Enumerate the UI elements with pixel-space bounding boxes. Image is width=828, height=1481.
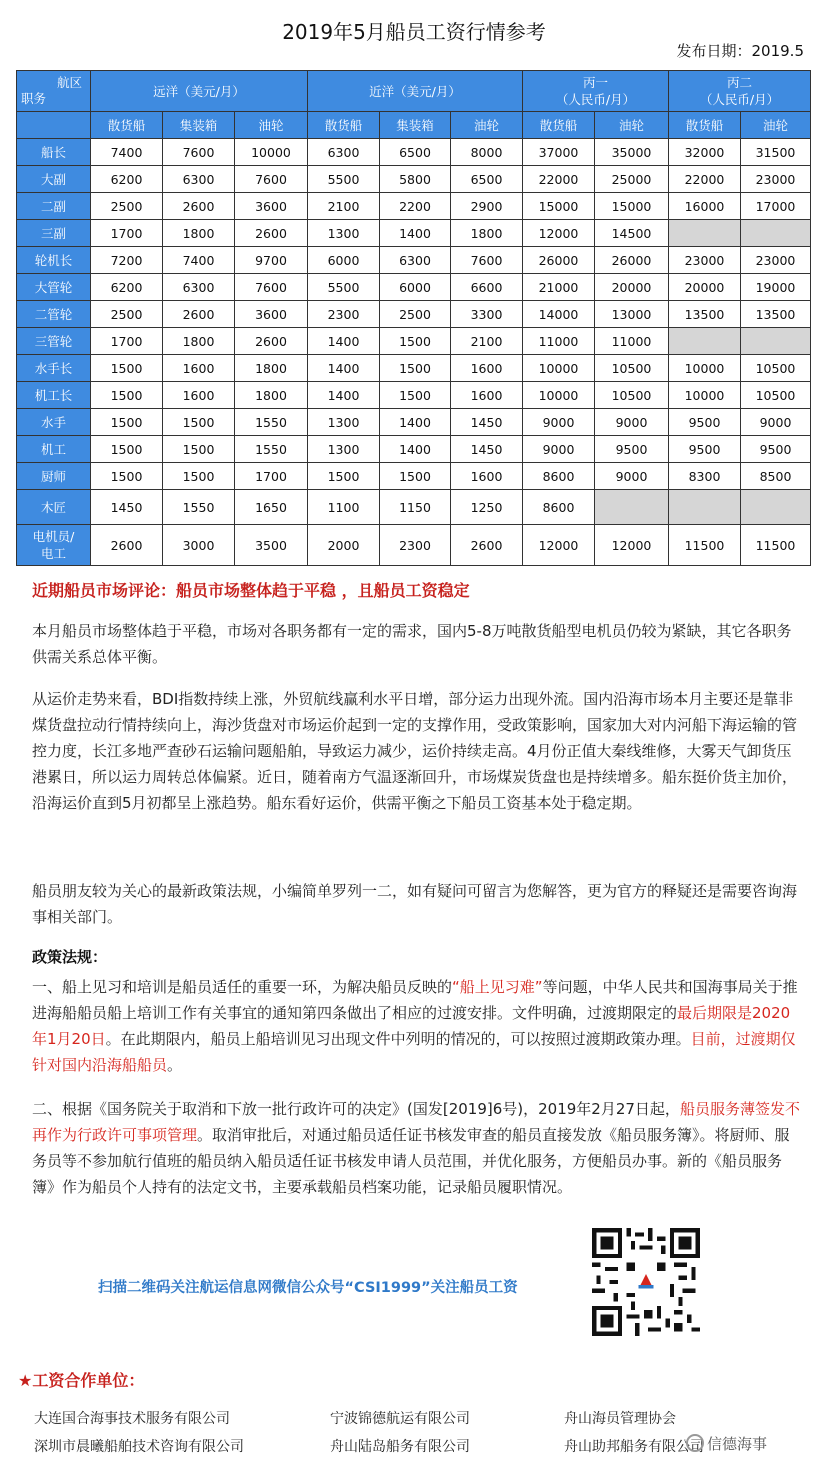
wage-cell: 23000 (669, 247, 741, 274)
table-row (17, 139, 811, 166)
wage-cell: 1500 (163, 409, 235, 436)
wage-cell: 3500 (235, 525, 308, 566)
wage-cell: 1400 (380, 436, 451, 463)
wage-cell: 1400 (308, 328, 380, 355)
wage-cell: 12000 (523, 525, 595, 566)
wage-cell: 1500 (380, 355, 451, 382)
policy1-text-a: 一、船上见习和培训是船员适任的重要一环，为解决船员反映的 (32, 978, 453, 996)
wage-cell: 1550 (235, 409, 308, 436)
policy1-highlight-c: 目前，过渡期仅针对国内沿海船船员 (32, 1030, 796, 1074)
policy1-highlight-a: “船上见习难” (452, 978, 543, 996)
corner-rank-label: 职务 (21, 91, 47, 106)
wage-cell: 11500 (741, 525, 811, 566)
wage-cell: 7400 (91, 139, 163, 166)
wage-cell: 6200 (91, 274, 163, 301)
wage-cell (669, 328, 741, 355)
wage-cell: 1300 (308, 220, 380, 247)
wage-cell: 11000 (595, 328, 669, 355)
wage-cell: 6300 (163, 274, 235, 301)
wage-cell: 10000 (235, 139, 308, 166)
table-row (17, 463, 811, 490)
wage-cell: 10500 (741, 355, 811, 382)
subheader-vessel-type: 集装箱 (163, 112, 235, 139)
paragraph-market-overview: 本月船员市场整体趋于平稳，市场对各职务都有一定的需求，国内5-8万吨散货船型电机员仍较为紧缺，其它各职务供需关系总体平衡。 (32, 622, 792, 666)
wage-cell: 1600 (163, 382, 235, 409)
qr-caption: 扫描二维码关注航运信息网微信公众号“CSI1999”关注船员工资 (98, 1280, 518, 1296)
wage-cell: 6200 (91, 166, 163, 193)
wage-cell: 12000 (523, 220, 595, 247)
wage-cell: 9700 (235, 247, 308, 274)
subheader-vessel-type: 集装箱 (380, 112, 451, 139)
partner-item: 深圳市晨曦船舶技术咨询有限公司 (34, 1439, 244, 1455)
wage-cell: 1800 (163, 328, 235, 355)
wage-cell: 2600 (235, 328, 308, 355)
wage-cell: 5500 (308, 274, 380, 301)
subheader-vessel-type: 油轮 (451, 112, 523, 139)
wage-table (16, 70, 811, 566)
wage-cell: 2900 (451, 193, 523, 220)
subheader-vessel-type: 散货船 (91, 112, 163, 139)
rank-label: 大副 (17, 166, 91, 193)
wage-cell: 1500 (91, 355, 163, 382)
wage-cell: 1700 (235, 463, 308, 490)
wage-cell: 9500 (741, 436, 811, 463)
rank-label: 机工长 (17, 382, 91, 409)
table-row (17, 166, 811, 193)
wage-cell: 9500 (595, 436, 669, 463)
policy2-text-b: 。取消审批后，对通过船员适任证书核发审查的船员直接发放《船员服务簿》。将厨师、服务员等不参加航行值班的船员纳入船员适任证书核发申请人员范围，并优化服务，方便船员办事。新的《船员服务簿》作为船员个人持有的法定文书，主要承载船员档案功能，记录船员履职情况。 (32, 1126, 790, 1196)
wage-cell: 7200 (91, 247, 163, 274)
wage-cell: 1500 (308, 463, 380, 490)
wage-cell: 15000 (595, 193, 669, 220)
wage-cell: 9500 (669, 409, 741, 436)
wage-cell: 8300 (669, 463, 741, 490)
wage-cell: 1700 (91, 220, 163, 247)
wage-cell: 11500 (669, 525, 741, 566)
rank-label: 厨师 (17, 463, 91, 490)
wage-cell: 6300 (380, 247, 451, 274)
wage-cell: 1500 (163, 463, 235, 490)
table-row (17, 355, 811, 382)
wage-cell: 2500 (91, 301, 163, 328)
partners-heading: ★工资合作单位： (18, 1371, 145, 1390)
wage-cell: 1150 (380, 490, 451, 525)
wage-cell: 1550 (235, 436, 308, 463)
wage-cell: 14000 (523, 301, 595, 328)
wage-cell: 26000 (523, 247, 595, 274)
wage-cell: 1400 (380, 409, 451, 436)
wage-cell: 3000 (163, 525, 235, 566)
rank-label: 水手 (17, 409, 91, 436)
wage-cell: 9000 (595, 463, 669, 490)
wage-cell: 1800 (451, 220, 523, 247)
qr-code-icon[interactable] (592, 1228, 700, 1336)
corner-region-label: 航区 (56, 75, 82, 90)
wage-cell: 5500 (308, 166, 380, 193)
wage-cell: 2200 (380, 193, 451, 220)
wage-cell: 22000 (669, 166, 741, 193)
wage-cell: 1400 (308, 355, 380, 382)
rank-label: 三管轮 (17, 328, 91, 355)
table-corner-header (17, 71, 91, 112)
wage-cell: 9000 (523, 436, 595, 463)
rank-label: 水手长 (17, 355, 91, 382)
table-row (17, 274, 811, 301)
subheader-vessel-type: 油轮 (235, 112, 308, 139)
brand-logo-icon (686, 1434, 704, 1452)
wage-cell: 1400 (308, 382, 380, 409)
wage-cell: 14500 (595, 220, 669, 247)
wage-cell (741, 490, 811, 525)
wage-cell: 1400 (380, 220, 451, 247)
wage-cell: 1500 (91, 436, 163, 463)
partner-item: 舟山海员管理协会 (564, 1411, 676, 1427)
wage-cell: 19000 (741, 274, 811, 301)
wage-cell: 1600 (163, 355, 235, 382)
wage-cell: 10000 (669, 355, 741, 382)
wage-cell: 9500 (669, 436, 741, 463)
wage-cell: 20000 (595, 274, 669, 301)
partner-item: 大连国合海事技术服务有限公司 (34, 1411, 230, 1427)
wage-cell: 2600 (91, 525, 163, 566)
rank-label: 船长 (17, 139, 91, 166)
table-row (17, 525, 811, 566)
table-row (17, 220, 811, 247)
wage-cell: 37000 (523, 139, 595, 166)
wage-cell: 1800 (235, 355, 308, 382)
region-header-class-c2-unit: （人民币/月） (699, 92, 780, 107)
wage-cell: 10000 (523, 355, 595, 382)
region-header-near-sea: 近洋（美元/月） (308, 71, 523, 112)
publish-date: 发布日期：2019.5 (676, 42, 804, 60)
wage-cell: 9000 (595, 409, 669, 436)
wage-cell: 1500 (91, 382, 163, 409)
wage-cell: 17000 (741, 193, 811, 220)
wage-cell: 2500 (91, 193, 163, 220)
partner-item: 宁波锦德航运有限公司 (330, 1411, 470, 1427)
wage-cell: 2100 (451, 328, 523, 355)
paragraph-policy-intro: 船员朋友较为关心的最新政策法规，小编简单罗列一二，如有疑问可留言为您解答，更为官方的释疑还是需要咨询海事相关部门。 (32, 882, 798, 926)
wage-cell: 10500 (595, 382, 669, 409)
wage-cell: 8600 (523, 463, 595, 490)
wage-cell: 6300 (163, 166, 235, 193)
wage-cell: 10000 (669, 382, 741, 409)
wage-cell: 2000 (308, 525, 380, 566)
wage-cell: 10500 (595, 355, 669, 382)
policy2-highlight-a: 船员服务薄签发不再作为行政许可事项管理 (32, 1100, 800, 1144)
market-comment-title: 近期船员市场评论：船员市场整体趋于平稳 ，且船员工资稳定 (32, 581, 470, 600)
wage-cell: 3300 (451, 301, 523, 328)
partner-item: 舟山助邦船务有限公司 (564, 1439, 704, 1455)
wage-cell: 23000 (741, 247, 811, 274)
wage-cell: 21000 (523, 274, 595, 301)
policy1-highlight-b: 最后期限是2020年1月20日 (32, 1004, 791, 1048)
wage-cell: 1300 (308, 436, 380, 463)
wage-cell: 3600 (235, 193, 308, 220)
region-header-ocean: 远洋（美元/月） (91, 71, 308, 112)
policy1-text-c: 。在此期限内，船员上船培训见习出现文件中列明的情况的，可以按照过渡期政策办理。 (105, 1030, 691, 1048)
wage-cell: 1250 (451, 490, 523, 525)
wage-cell: 6500 (380, 139, 451, 166)
wage-cell (741, 328, 811, 355)
wage-cell: 7600 (235, 274, 308, 301)
wage-cell: 6000 (308, 247, 380, 274)
rank-label: 二副 (17, 193, 91, 220)
region-header-class-c1-unit: （人民币/月） (555, 92, 636, 107)
wage-cell: 1700 (91, 328, 163, 355)
rank-label: 木匠 (17, 490, 91, 525)
brand-logo-text: 信德海事 (707, 1435, 768, 1453)
rank-label-line2: 电工 (40, 546, 66, 561)
wage-cell: 7600 (235, 166, 308, 193)
rank-label-line1: 电机员/ (32, 529, 75, 544)
wage-cell (741, 220, 811, 247)
wage-cell: 13500 (669, 301, 741, 328)
wage-cell: 1500 (380, 328, 451, 355)
table-row (17, 247, 811, 274)
wage-cell: 12000 (595, 525, 669, 566)
wage-cell: 10500 (741, 382, 811, 409)
wage-cell: 6600 (451, 274, 523, 301)
wage-cell: 1600 (451, 382, 523, 409)
wage-cell: 35000 (595, 139, 669, 166)
wage-cell: 1600 (451, 463, 523, 490)
policy-heading: 政策法规： (32, 948, 108, 966)
table-row (17, 409, 811, 436)
rank-label: 大管轮 (17, 274, 91, 301)
subheader-vessel-type: 散货船 (669, 112, 741, 139)
wage-cell: 5800 (380, 166, 451, 193)
wage-cell: 23000 (741, 166, 811, 193)
wage-cell: 31500 (741, 139, 811, 166)
wage-cell: 1450 (91, 490, 163, 525)
table-row (17, 382, 811, 409)
wage-cell: 1800 (235, 382, 308, 409)
wage-cell: 7600 (163, 139, 235, 166)
wage-cell: 7600 (451, 247, 523, 274)
wage-cell: 2300 (380, 525, 451, 566)
wage-cell: 7400 (163, 247, 235, 274)
policy-item-1 (32, 974, 800, 1078)
subheader-vessel-type: 油轮 (741, 112, 811, 139)
wage-cell: 3600 (235, 301, 308, 328)
wage-cell: 11000 (523, 328, 595, 355)
subheader-vessel-type: 油轮 (595, 112, 669, 139)
wage-cell: 2300 (308, 301, 380, 328)
region-header-class-c2 (669, 71, 811, 112)
wage-cell: 1550 (163, 490, 235, 525)
rank-label (17, 525, 91, 566)
wage-cell: 2600 (235, 220, 308, 247)
table-row (17, 436, 811, 463)
paragraph-freight-trend: 从运价走势来看，BDI指数持续上涨，外贸航线赢利水平日增，部分运力出现外流。国内沿海市场本月主要还是靠非煤货盘拉动行情持续向上，海沙货盘对市场运价起到一定的支撑作用，受政策影响，国家加大对内河船下海运输的管控力度，长江多地严查砂石运输问题船舶，导致运力减少，运价持续走高。4月份正值大秦线维修，大雾天气卸货压港累日，所以运力周转总体偏紧。近日，随着南方气温逐渐回升，市场煤炭货盘也是持续增多。船东挺价货主加价，沿海运价直到5月初都呈上涨趋势。船东看好运价，供需平衡之下船员工资基本处于稳定期。 (32, 690, 798, 812)
wage-cell: 1500 (380, 382, 451, 409)
policy1-text-d: 。 (167, 1056, 183, 1074)
wage-cell: 6000 (380, 274, 451, 301)
partner-item: 舟山陆岛船务有限公司 (330, 1439, 470, 1455)
wage-cell: 8500 (741, 463, 811, 490)
rank-label: 三副 (17, 220, 91, 247)
wage-cell: 1800 (163, 220, 235, 247)
rank-label: 二管轮 (17, 301, 91, 328)
rank-label: 轮机长 (17, 247, 91, 274)
wage-cell: 2500 (380, 301, 451, 328)
wage-cell: 1500 (91, 409, 163, 436)
wage-cell (669, 220, 741, 247)
wage-cell: 1500 (163, 436, 235, 463)
table-row (17, 193, 811, 220)
wage-cell: 32000 (669, 139, 741, 166)
subheader-vessel-type: 散货船 (523, 112, 595, 139)
brand-logo (686, 1433, 767, 1454)
wage-cell: 1450 (451, 409, 523, 436)
region-header-class-c1 (523, 71, 669, 112)
wage-cell: 10000 (523, 382, 595, 409)
wage-cell: 9000 (523, 409, 595, 436)
wage-cell: 1450 (451, 436, 523, 463)
table-row (17, 301, 811, 328)
wage-cell: 1300 (308, 409, 380, 436)
wage-cell: 25000 (595, 166, 669, 193)
region-header-class-c1-name: 丙一 (582, 75, 608, 90)
policy1-text-b: 等问题，中华人民共和国海事局关于推进海船船员船上培训工作有关事宜的通知第四条做出了相应的过渡安排。文件明确，过渡期限定的 (32, 978, 798, 1022)
page-title: 2019年5月船员工资行情参考 (282, 20, 546, 44)
subheader-blank (17, 112, 91, 139)
wage-cell: 6300 (308, 139, 380, 166)
wage-cell: 8600 (523, 490, 595, 525)
wage-cell: 16000 (669, 193, 741, 220)
wage-cell: 13500 (741, 301, 811, 328)
wage-cell: 2600 (163, 301, 235, 328)
subheader-vessel-type: 散货船 (308, 112, 380, 139)
rank-label: 机工 (17, 436, 91, 463)
wage-cell: 8000 (451, 139, 523, 166)
wage-cell: 1100 (308, 490, 380, 525)
table-row (17, 328, 811, 355)
wage-cell: 2100 (308, 193, 380, 220)
region-header-class-c2-name: 丙二 (726, 75, 752, 90)
wage-cell (669, 490, 741, 525)
wage-cell: 26000 (595, 247, 669, 274)
wage-cell: 1500 (380, 463, 451, 490)
wage-cell: 1600 (451, 355, 523, 382)
policy2-text-a: 二、根据《国务院关于取消和下放一批行政许可的决定》(国发[2019]6号)，2019年2月27日起， (32, 1100, 680, 1118)
table-row (17, 490, 811, 525)
wage-cell (595, 490, 669, 525)
wage-cell: 2600 (163, 193, 235, 220)
policy-item-2 (32, 1096, 800, 1200)
wage-cell: 13000 (595, 301, 669, 328)
wage-cell: 1500 (91, 463, 163, 490)
wage-cell: 1650 (235, 490, 308, 525)
wage-cell: 22000 (523, 166, 595, 193)
wage-cell: 15000 (523, 193, 595, 220)
table-subheader-row (17, 112, 811, 139)
wage-cell: 20000 (669, 274, 741, 301)
wage-cell: 6500 (451, 166, 523, 193)
wage-cell: 9000 (741, 409, 811, 436)
wage-cell: 2600 (451, 525, 523, 566)
